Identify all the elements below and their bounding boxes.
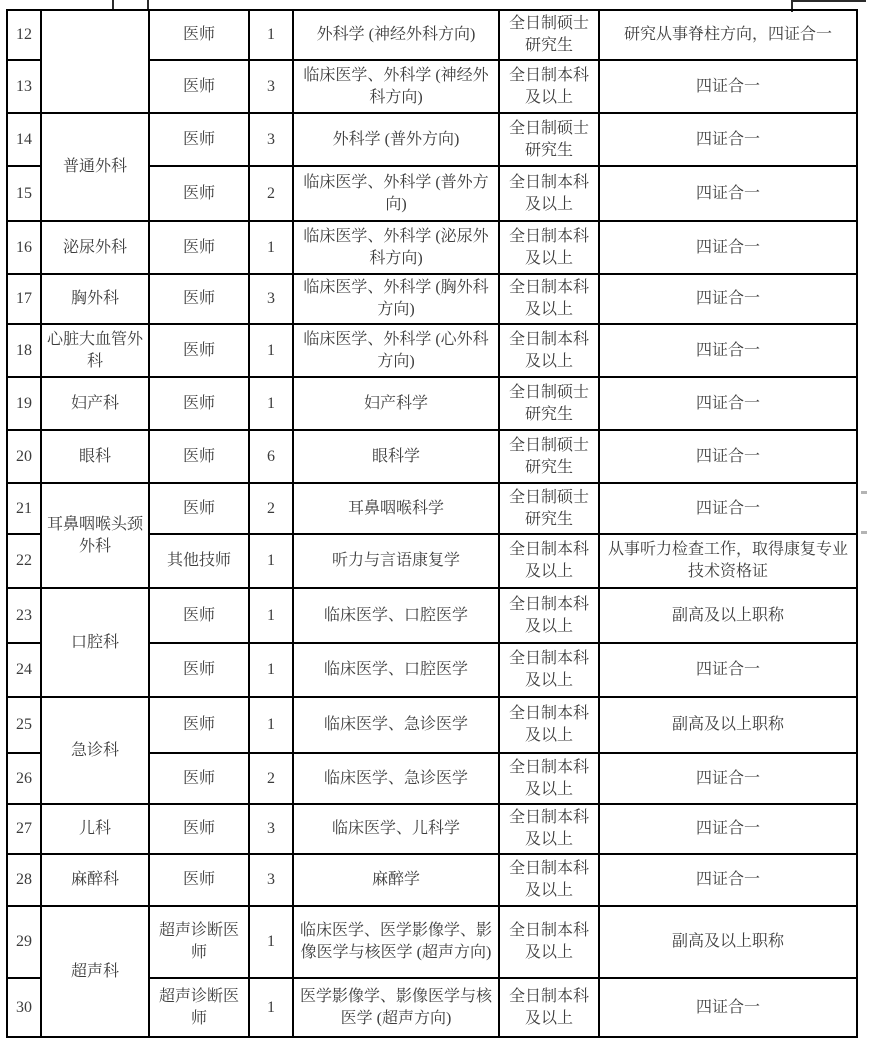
position-cell: 医师 (149, 324, 249, 377)
table-row (7, 113, 857, 166)
remark-cell: 四证合一 (599, 643, 857, 697)
row-number-cell: 25 (7, 697, 41, 753)
education-cell: 全日制本科及以上 (499, 753, 599, 804)
position-cell: 医师 (149, 753, 249, 804)
row-number-cell: 23 (7, 588, 41, 643)
row-number-cell: 29 (7, 906, 41, 978)
table-row (7, 697, 857, 753)
count-cell: 3 (249, 804, 293, 854)
major-cell: 妇产科学 (293, 377, 499, 430)
cut-row-border-artifact (793, 0, 866, 2)
education-cell: 全日制本科及以上 (499, 906, 599, 978)
row-number-cell: 28 (7, 854, 41, 906)
position-cell: 其他技师 (149, 534, 249, 588)
education-cell: 全日制本科及以上 (499, 978, 599, 1037)
education-cell: 全日制本科及以上 (499, 274, 599, 324)
education-cell: 全日制硕士研究生 (499, 10, 599, 60)
education-cell: 全日制本科及以上 (499, 804, 599, 854)
education-cell: 全日制本科及以上 (499, 534, 599, 588)
page-margin-mark (861, 491, 867, 494)
count-cell: 3 (249, 274, 293, 324)
department-cell: 妇产科 (41, 377, 149, 430)
row-number-cell: 21 (7, 483, 41, 534)
remark-cell: 副高及以上职称 (599, 697, 857, 753)
major-cell: 眼科学 (293, 430, 499, 483)
position-cell: 医师 (149, 113, 249, 166)
major-cell: 临床医学、儿科学 (293, 804, 499, 854)
table-row (7, 430, 857, 483)
remark-cell: 四证合一 (599, 978, 857, 1037)
count-cell: 1 (249, 534, 293, 588)
education-cell: 全日制硕士研究生 (499, 377, 599, 430)
table-row (7, 854, 857, 906)
major-cell: 医学影像学、影像医学与核医学 (超声方向) (293, 978, 499, 1037)
row-number-cell: 14 (7, 113, 41, 166)
position-cell: 医师 (149, 483, 249, 534)
row-number-cell: 22 (7, 534, 41, 588)
position-cell: 医师 (149, 804, 249, 854)
remark-cell: 研究从事脊柱方向，四证合一 (599, 10, 857, 60)
position-cell: 医师 (149, 430, 249, 483)
remark-cell: 四证合一 (599, 804, 857, 854)
count-cell: 3 (249, 854, 293, 906)
major-cell: 临床医学、外科学 (神经外科方向) (293, 60, 499, 113)
table-row (7, 377, 857, 430)
count-cell: 3 (249, 60, 293, 113)
count-cell: 2 (249, 483, 293, 534)
department-cell: 急诊科 (41, 697, 149, 804)
row-number-cell: 17 (7, 274, 41, 324)
remark-cell: 四证合一 (599, 377, 857, 430)
count-cell: 1 (249, 221, 293, 274)
cut-row-border-artifact (147, 0, 149, 9)
education-cell: 全日制硕士研究生 (499, 483, 599, 534)
education-cell: 全日制本科及以上 (499, 854, 599, 906)
recruitment-positions-table (6, 9, 858, 1038)
count-cell: 2 (249, 753, 293, 804)
remark-cell: 四证合一 (599, 430, 857, 483)
position-cell: 医师 (149, 643, 249, 697)
count-cell: 1 (249, 643, 293, 697)
remark-cell: 四证合一 (599, 854, 857, 906)
cut-row-border-artifact (112, 0, 114, 9)
count-cell: 3 (249, 113, 293, 166)
position-cell: 医师 (149, 274, 249, 324)
remark-cell: 四证合一 (599, 483, 857, 534)
position-cell: 医师 (149, 854, 249, 906)
education-cell: 全日制本科及以上 (499, 60, 599, 113)
education-cell: 全日制本科及以上 (499, 166, 599, 221)
major-cell: 临床医学、急诊医学 (293, 753, 499, 804)
position-cell: 医师 (149, 60, 249, 113)
table-row (7, 906, 857, 978)
remark-cell: 四证合一 (599, 221, 857, 274)
major-cell: 临床医学、外科学 (泌尿外科方向) (293, 221, 499, 274)
education-cell: 全日制本科及以上 (499, 324, 599, 377)
count-cell: 1 (249, 978, 293, 1037)
department-cell (41, 10, 149, 113)
education-cell: 全日制本科及以上 (499, 221, 599, 274)
remark-cell: 四证合一 (599, 753, 857, 804)
remark-cell: 四证合一 (599, 324, 857, 377)
major-cell: 外科学 (神经外科方向) (293, 10, 499, 60)
major-cell: 临床医学、医学影像学、影像医学与核医学 (超声方向) (293, 906, 499, 978)
row-number-cell: 13 (7, 60, 41, 113)
department-cell: 心脏大血管外科 (41, 324, 149, 377)
row-number-cell: 26 (7, 753, 41, 804)
major-cell: 临床医学、外科学 (普外方向) (293, 166, 499, 221)
department-cell: 口腔科 (41, 588, 149, 697)
count-cell: 1 (249, 588, 293, 643)
position-cell: 医师 (149, 697, 249, 753)
count-cell: 1 (249, 697, 293, 753)
remark-cell: 副高及以上职称 (599, 906, 857, 978)
remark-cell: 副高及以上职称 (599, 588, 857, 643)
education-cell: 全日制本科及以上 (499, 697, 599, 753)
row-number-cell: 27 (7, 804, 41, 854)
education-cell: 全日制本科及以上 (499, 588, 599, 643)
department-cell: 泌尿外科 (41, 221, 149, 274)
position-cell: 医师 (149, 221, 249, 274)
position-cell: 超声诊断医师 (149, 906, 249, 978)
count-cell: 1 (249, 10, 293, 60)
major-cell: 耳鼻咽喉科学 (293, 483, 499, 534)
remark-cell: 四证合一 (599, 113, 857, 166)
page-margin-mark (861, 531, 867, 534)
major-cell: 临床医学、急诊医学 (293, 697, 499, 753)
row-number-cell: 18 (7, 324, 41, 377)
major-cell: 临床医学、外科学 (胸外科方向) (293, 274, 499, 324)
count-cell: 1 (249, 377, 293, 430)
position-cell: 医师 (149, 377, 249, 430)
table-row (7, 221, 857, 274)
row-number-cell: 20 (7, 430, 41, 483)
major-cell: 临床医学、口腔医学 (293, 588, 499, 643)
remark-cell: 四证合一 (599, 274, 857, 324)
department-cell: 眼科 (41, 430, 149, 483)
row-number-cell: 16 (7, 221, 41, 274)
major-cell: 听力与言语康复学 (293, 534, 499, 588)
table-row (7, 588, 857, 643)
major-cell: 外科学 (普外方向) (293, 113, 499, 166)
education-cell: 全日制本科及以上 (499, 643, 599, 697)
table-row (7, 274, 857, 324)
department-cell: 普通外科 (41, 113, 149, 221)
row-number-cell: 15 (7, 166, 41, 221)
table-row (7, 324, 857, 377)
table-body (7, 10, 857, 1037)
position-cell: 医师 (149, 10, 249, 60)
count-cell: 6 (249, 430, 293, 483)
table-row (7, 10, 857, 60)
department-cell: 耳鼻咽喉头颈外科 (41, 483, 149, 588)
row-number-cell: 12 (7, 10, 41, 60)
major-cell: 麻醉学 (293, 854, 499, 906)
row-number-cell: 24 (7, 643, 41, 697)
row-number-cell: 30 (7, 978, 41, 1037)
count-cell: 2 (249, 166, 293, 221)
department-cell: 超声科 (41, 906, 149, 1037)
remark-cell: 四证合一 (599, 166, 857, 221)
department-cell: 麻醉科 (41, 854, 149, 906)
department-cell: 胸外科 (41, 274, 149, 324)
position-cell: 医师 (149, 588, 249, 643)
remark-cell: 从事听力检查工作，取得康复专业技术资格证 (599, 534, 857, 588)
education-cell: 全日制硕士研究生 (499, 113, 599, 166)
table-row (7, 483, 857, 534)
major-cell: 临床医学、外科学 (心外科方向) (293, 324, 499, 377)
position-cell: 超声诊断医师 (149, 978, 249, 1037)
education-cell: 全日制硕士研究生 (499, 430, 599, 483)
major-cell: 临床医学、口腔医学 (293, 643, 499, 697)
row-number-cell: 19 (7, 377, 41, 430)
remark-cell: 四证合一 (599, 60, 857, 113)
department-cell: 儿科 (41, 804, 149, 854)
position-cell: 医师 (149, 166, 249, 221)
table-row (7, 804, 857, 854)
count-cell: 1 (249, 324, 293, 377)
count-cell: 1 (249, 906, 293, 978)
